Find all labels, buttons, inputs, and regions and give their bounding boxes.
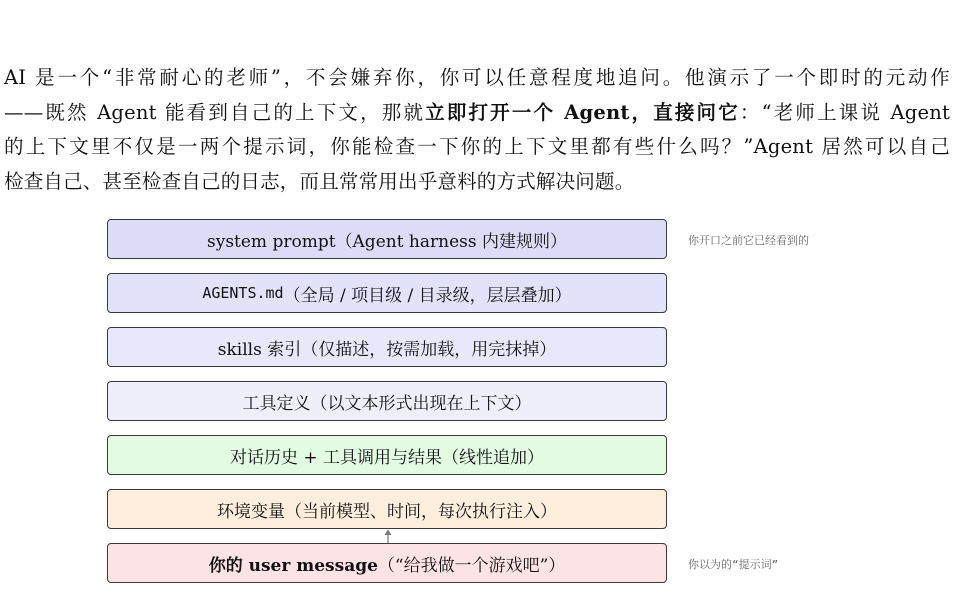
note-your-prompt: 你以为的“提示词” [688,558,779,571]
paragraph-line-2-pre: ——既然 Agent 能看到自己的上下文，那就 [4,100,426,124]
note-already-seen: 你开口之前它已经看到的 [688,234,809,247]
layer-user-message [107,543,667,583]
paragraph-line-3: 的上下文里不仅是一两个提示词，你能检查一下你的上下文里都有些什么吗？”Agent 居然可以自己 [4,135,950,158]
layer-label: （“给我做一个游戏吧”） [377,555,566,576]
layer-label: 对话历史 + 工具调用与结果（线性追加） [229,447,545,468]
layer-label: system prompt（Agent harness 内建规则） [206,231,568,252]
paragraph-bold-phrase: 立即打开一个 Agent，直接问它 [425,100,740,124]
layer-environment-variables [107,489,667,529]
layer-system-prompt [107,219,667,259]
arrow-up-icon [381,528,395,544]
layer-label: （全局 / 项目级 / 目录级，层层叠加） [283,285,572,306]
paragraph-line-4: 检查自己、甚至检查自己的日志，而且常常用出乎意料的方式解决问题。 [4,169,635,193]
paragraph-line-2-post: ：“老师上课说 Agent [739,100,950,124]
layer-agents-md [107,273,667,313]
paragraph-line-1: AI 是一个“非常耐心的老师”，不会嫌弃你，你可以任意程度地追问。他演示了一个即时的元动作 [4,66,950,89]
layer-skills-index [107,327,667,367]
layer-label-bold: 你的 user message [208,555,378,576]
layer-label: 环境变量（当前模型、时间，每次执行注入） [217,501,557,522]
layer-tool-definitions [107,381,667,421]
layer-label: 工具定义（以文本形式出现在上下文） [242,393,532,414]
layer-conversation-history [107,435,667,475]
layer-label: skills 索引（仅描述，按需加载，用完抹掉） [217,339,557,360]
layer-label-mono: AGENTS.md [202,284,284,302]
